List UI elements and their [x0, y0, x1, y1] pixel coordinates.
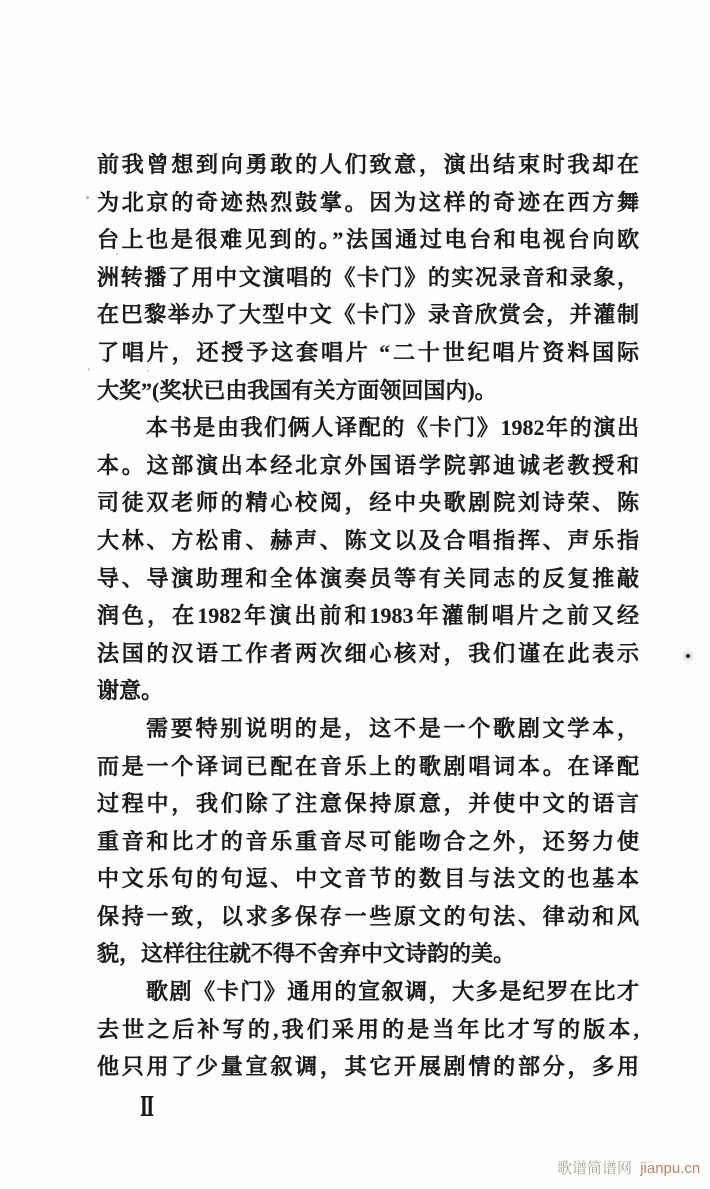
- scan-speck: [116, 253, 118, 255]
- watermark-site-name: 歌谱简谱网: [557, 1160, 633, 1177]
- text-line: 保持一致，以求多保存一些原文的句法、律动和风: [97, 903, 639, 929]
- scan-speck: [88, 368, 90, 371]
- scan-speck: [686, 654, 690, 658]
- text-line: 前我曾想到向勇敢的人们致意，演出结束时我却在: [97, 152, 639, 177]
- text-line: 去世之后补写的,我们采用的是当年比才写的版本,: [97, 1016, 639, 1042]
- text-line: 大奖”(奖状已由我国有关方面领回国内)。: [97, 377, 497, 403]
- text-line: 润色，在1982年演出前和1983年灌制唱片之前又经: [97, 603, 639, 629]
- text-line: 而是一个译词已配在音乐上的歌剧唱词本。在译配: [97, 753, 639, 779]
- text-line: 法国的汉语工作者两次细心核对，我们谨在此表示: [97, 640, 639, 666]
- text-line: 了唱片，还授予这套唱片 “二十世纪唱片资料国际: [97, 339, 639, 365]
- text-line: 洲转播了用中文演唱的《卡门》的实况录音和录象，: [97, 264, 639, 290]
- text-line: 歌剧《卡门》通用的宣叙调，大多是纪罗在比才: [146, 979, 639, 1005]
- watermark-domain: jianpu.cn: [640, 1160, 701, 1177]
- text-line: 大林、方松甫、赫声、陈文以及合唱指挥、声乐指: [97, 527, 639, 553]
- preface-text-block: [97, 146, 639, 1086]
- watermark: [557, 1157, 700, 1178]
- text-line: 导、导演助理和全体演奏员等有关同志的反复推敲: [97, 565, 639, 591]
- text-line: 貌，这样往往就不得不舍弃中文诗韵的美。: [97, 941, 516, 967]
- text-line: 为北京的奇迹热烈鼓掌。因为这样的奇迹在西方舞: [97, 189, 639, 215]
- scan-speck: [147, 370, 149, 372]
- text-line: 本。这部演出本经北京外国语学院郭迪诚老教授和: [97, 452, 639, 478]
- text-line: 过程中，我们除了注意保持原意，并使中文的语言: [97, 791, 639, 817]
- text-line: 需要特别说明的是，这不是一个歌剧文学本，: [146, 715, 639, 741]
- text-line: 中文乐句的句逗、中文音节的数目与法文的也基本: [97, 866, 639, 892]
- scan-speck: [86, 196, 89, 199]
- page-number: Ⅱ: [140, 1092, 153, 1122]
- text-line: 在巴黎举办了大型中文《卡门》录音欣赏会，并灌制: [97, 302, 639, 328]
- text-line: 谢意。: [97, 678, 164, 704]
- text-line: 台上也是很难见到的。”法国通过电台和电视台向欧: [97, 227, 639, 253]
- text-line: 重音和比才的音乐重音尽可能吻合之外，还努力使: [97, 828, 639, 854]
- text-line: 本书是由我们俩人译配的《卡门》1982年的演出: [146, 415, 639, 441]
- text-line: 司徒双老师的精心校阅，经中央歌剧院刘诗荣、陈: [97, 490, 639, 516]
- text-line: 他只用了少量宣叙调，其它开展剧情的部分，多用: [97, 1054, 639, 1080]
